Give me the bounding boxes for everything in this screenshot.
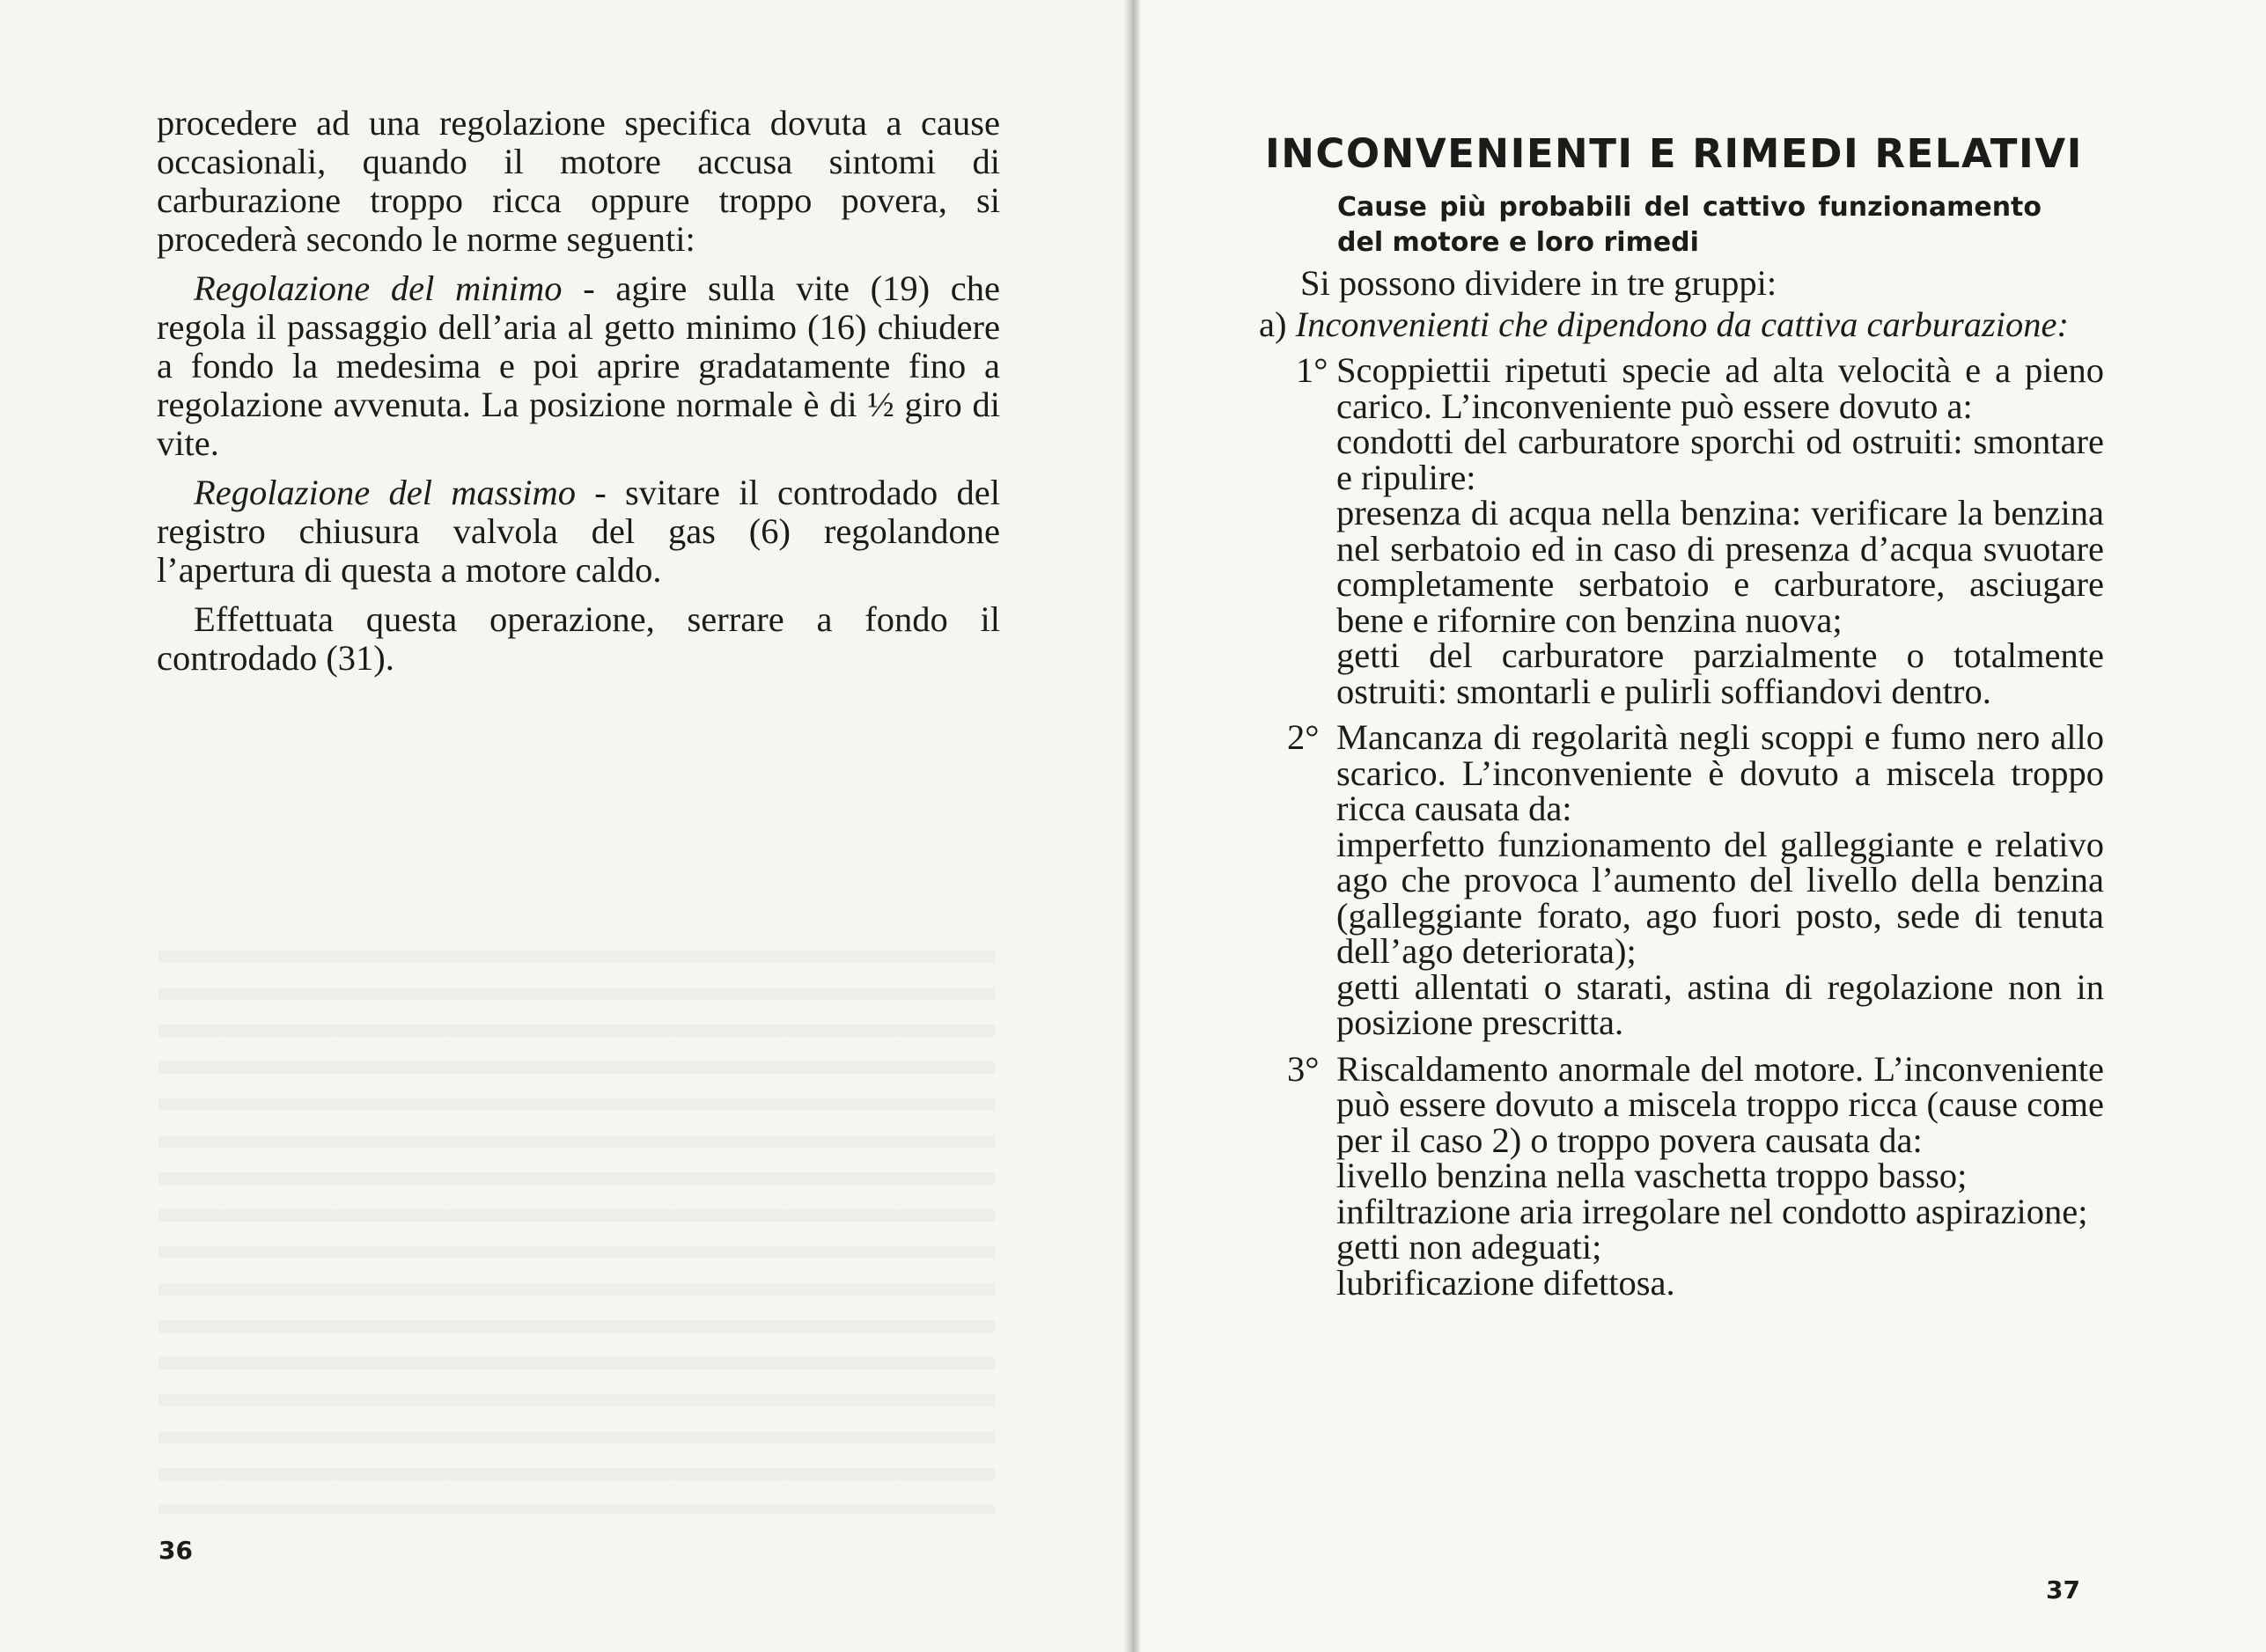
item-number: 1°: [1296, 350, 1328, 390]
text-run: procedere ad una regolazione specifica dovuta a cause occasionali, quando il motore accusa sintomi di carburazione troppo ricca oppure troppo povera, si procederà secondo le norme seguenti:: [157, 103, 1000, 259]
item-remedy: infiltrazione aria irregolare nel condotto aspirazione;: [1336, 1191, 2088, 1231]
group-title-text: Inconvenienti che dipendono da cattiva carburazione:: [1295, 304, 2069, 344]
paragraph: [157, 104, 1000, 259]
paragraph: [157, 269, 1000, 463]
item-number: 2°: [1287, 717, 1320, 757]
text-run: - svitare il controdado del registro chiusura valvola del gas (6) regolandone l’apertura di questa a motore caldo.: [157, 473, 1000, 590]
numbered-item: [1259, 717, 2104, 1042]
item-remedy: getti allentati o starati, astina di regolazione non in posizione prescritta.: [1336, 966, 2104, 1042]
group-label: a): [1259, 304, 1287, 344]
item-lead: Scoppiettii ripetuti specie ad alta velocità e a pieno carico. L’inconveniente può essere dovuto a:: [1336, 350, 2104, 426]
item-remedy: livello benzina nella vaschetta troppo basso;: [1336, 1156, 1968, 1195]
numbered-item: [1259, 350, 2104, 711]
text-run: Effettuata questa operazione, serrare a fondo il controdado (31).: [157, 599, 1000, 678]
italic-run: Regolazione del massimo: [194, 473, 576, 512]
right-page-body: [1259, 263, 2104, 1303]
item-remedy: lubrificazione difettosa.: [1336, 1262, 1675, 1303]
paragraph: [157, 474, 1000, 590]
italic-run: Regolazione del minimo: [194, 268, 563, 308]
page-number-right: 37: [2046, 1575, 2080, 1604]
bleed-through-text: [158, 951, 995, 1514]
numbered-item: [1259, 1048, 2104, 1303]
item-remedy: condotti del carburatore sporchi od ostruiti: smontare e ripulire:: [1336, 422, 2104, 497]
book-gutter: [1124, 0, 1140, 1652]
group-title: [1259, 304, 2104, 344]
left-page-body: [157, 104, 1000, 688]
item-number: 3°: [1287, 1048, 1320, 1089]
item-remedy: presenza di acqua nella benzina: verificare la benzina nel serbatoio ed in caso di presenza d’acqua svuotare completamente serbatoio e carburatore, asciugare bene e rifornire con benzina nuova;: [1336, 493, 2104, 640]
item-remedy: getti del carburatore parzialmente o totalmente ostruiti: smontarli e pulirli soffiandovi dentro.: [1336, 635, 2104, 711]
item-remedy: getti non adeguati;: [1336, 1227, 1602, 1267]
item-lead: Mancanza di regolarità negli scoppi e fumo nero allo scarico. L’inconveniente è dovuto a miscela troppo ricca causata da:: [1336, 717, 2104, 828]
page-number-left: 36: [158, 1536, 193, 1565]
items-list: [1259, 350, 2104, 1303]
paragraph: [157, 600, 1000, 678]
left-page: [0, 0, 1129, 1652]
section-heading: INCONVENIENTI E RIMEDI RELATIVI: [1265, 130, 2083, 177]
item-remedy: imperfetto funzionamento del galleggiante e relativo ago che provoca l’aumento del livello della benzina (galleggiante forato, ago fuori posto, sede di tenuta dell’ago deteriorata);: [1336, 824, 2104, 971]
item-lead: Riscaldamento anormale del motore. L’inconveniente può essere dovuto a miscela troppo ricca (cause come per il caso 2) o troppo povera causata da:: [1336, 1048, 2104, 1160]
text-run: - agire sulla vite (19) che regola il passaggio dell’aria al getto minimo (16) chiudere a fondo la medesima e poi aprire gradatamente fino a regolazione avvenuta. La posizione normale è di ½ giro di vite.: [157, 268, 1000, 463]
intro-text: Si possono dividere in tre gruppi:: [1300, 263, 1777, 303]
section-subheading: Cause più probabili del cattivo funzionamento del motore e loro rimedi: [1337, 192, 2042, 258]
